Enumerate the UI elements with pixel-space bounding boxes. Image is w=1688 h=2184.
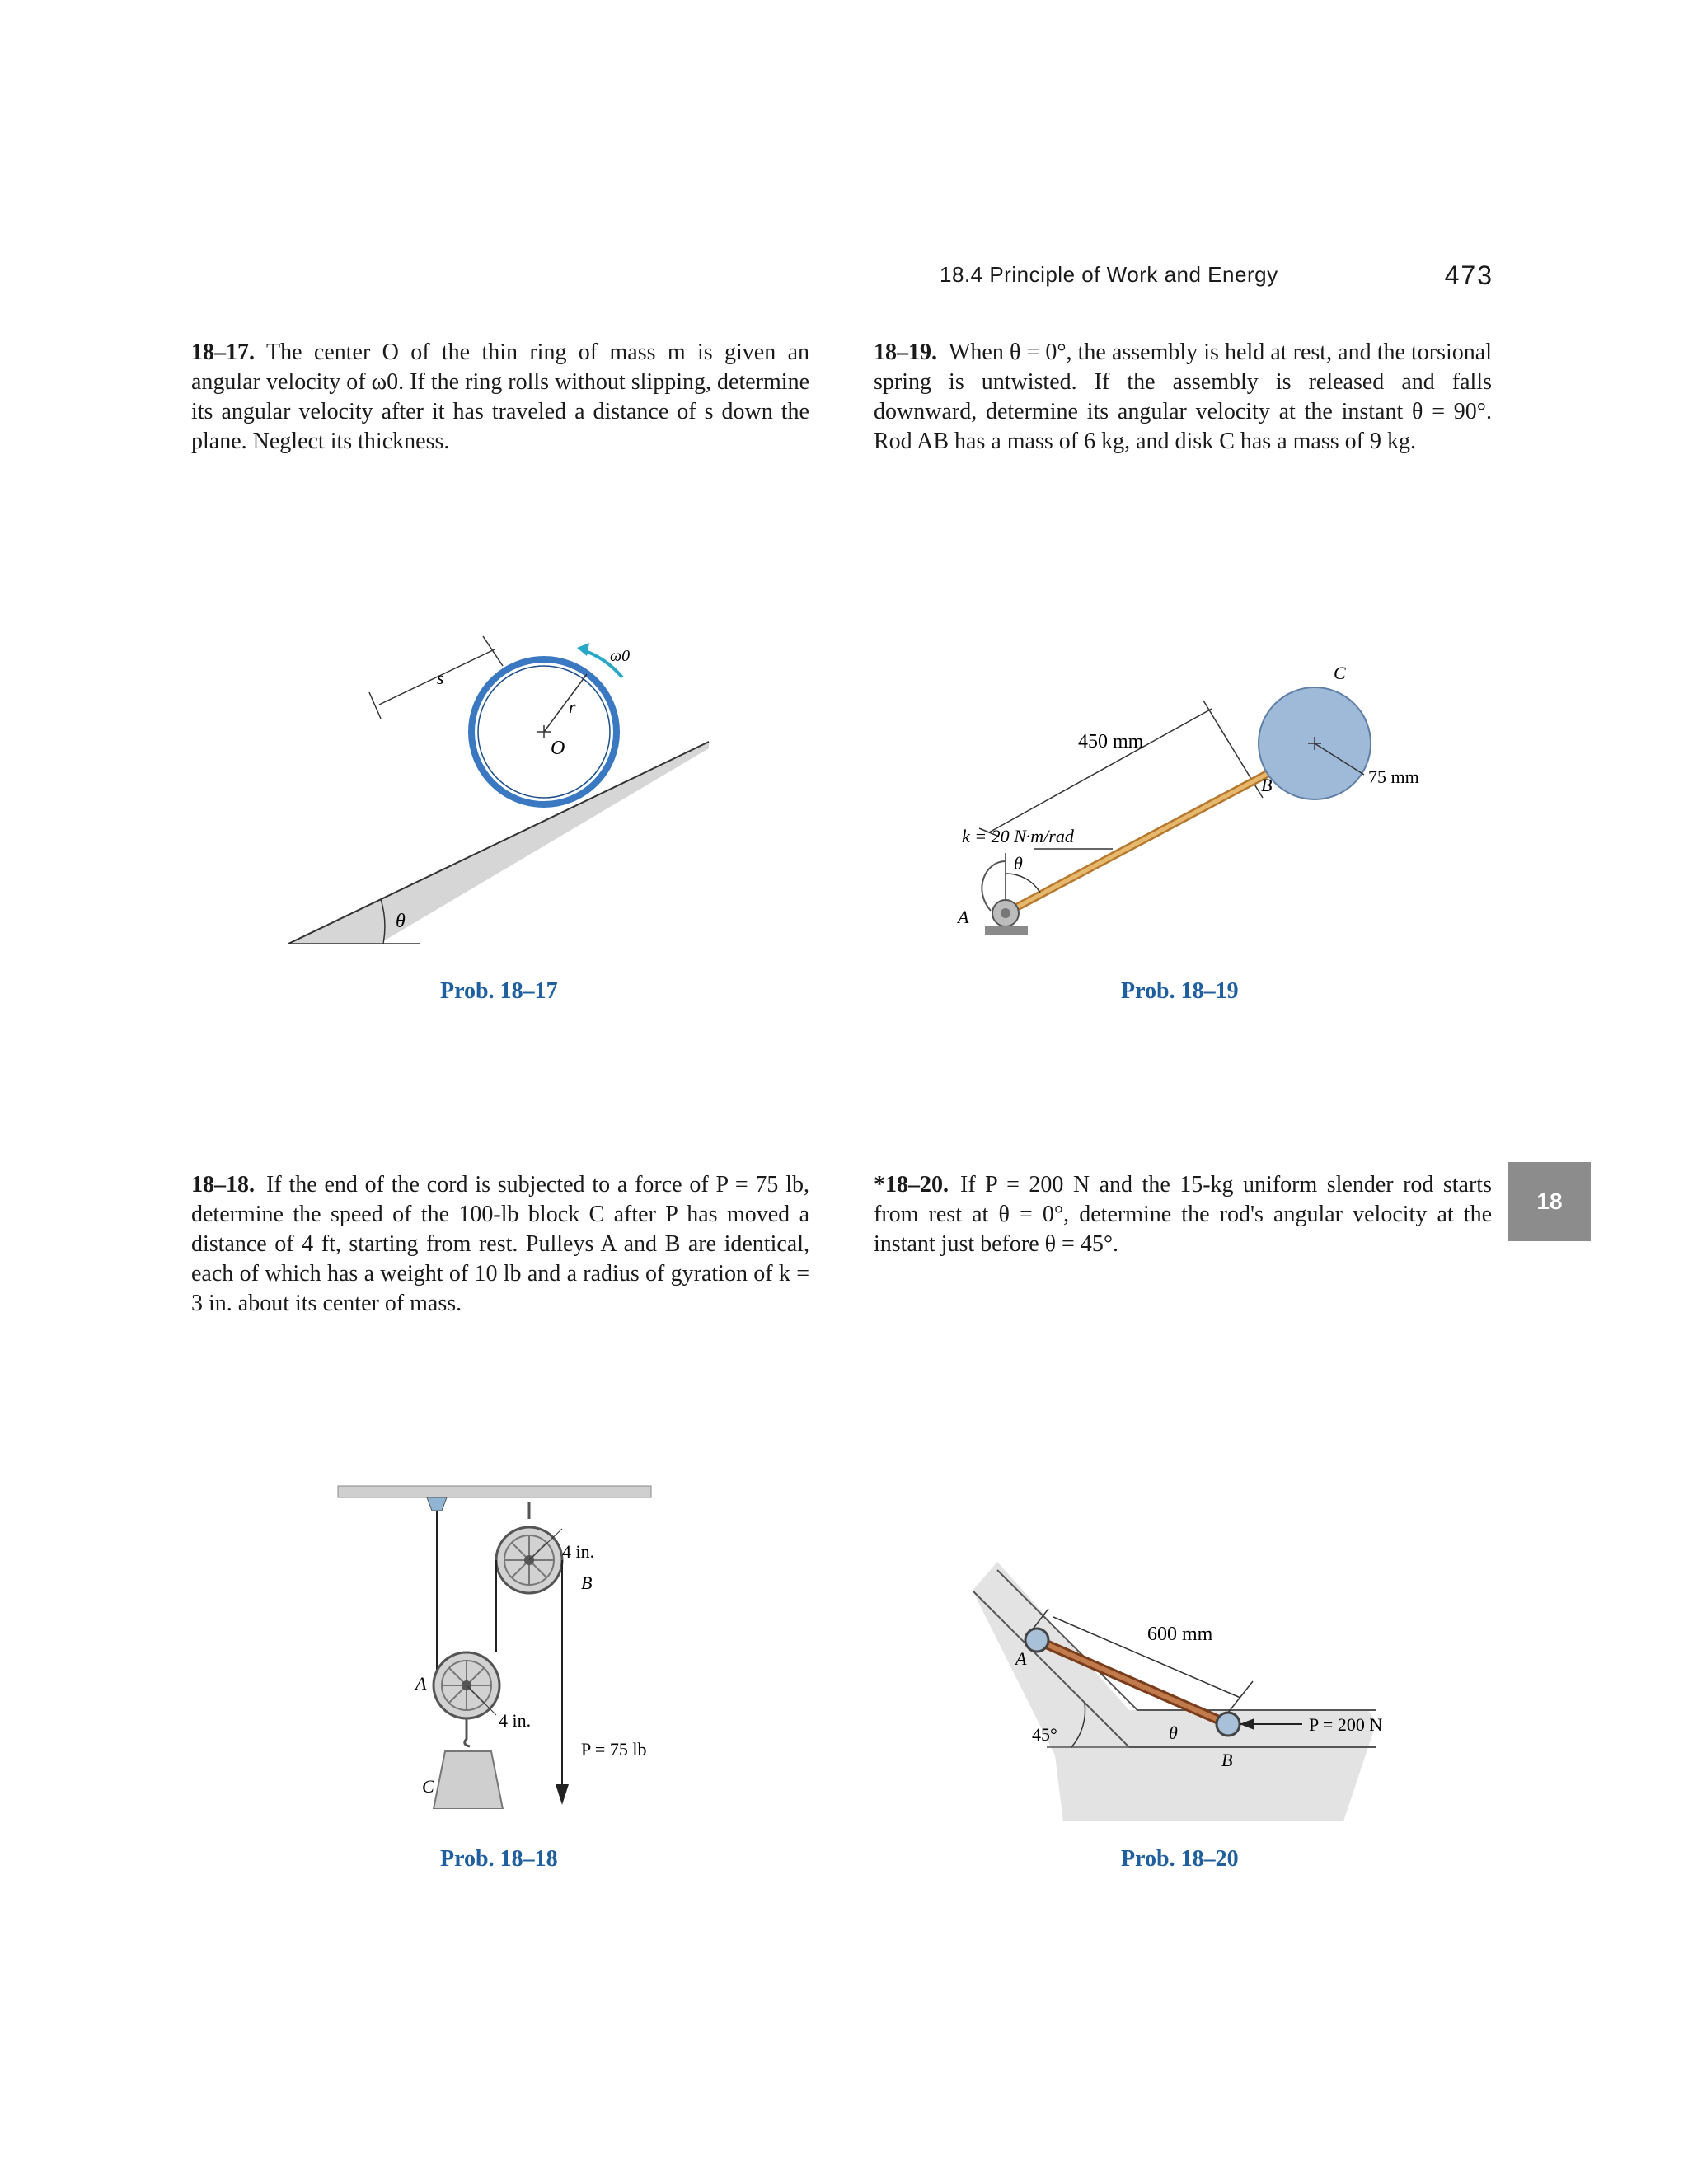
caption-18-18: Prob. 18–18	[440, 1846, 558, 1872]
problem-number: *18–20.	[874, 1172, 949, 1197]
support-base	[985, 926, 1028, 935]
radius-top-label: 4 in.	[562, 1541, 595, 1562]
omega-label: ω0	[610, 647, 631, 665]
incline-surface	[288, 742, 709, 944]
problem-18-17	[191, 338, 809, 457]
B-label: B	[1261, 775, 1273, 795]
force-arrowhead	[556, 1784, 569, 1805]
problem-18-19	[874, 338, 1492, 457]
problem-text: The center O of the thin ring of mass m is given an angular velocity of ω0. If the ring rolls without slipping, determine its angular velocity after it has traveled a distance of s down the plane. Neglect its thickness.	[191, 340, 809, 454]
problem-number: 18–18.	[191, 1172, 255, 1197]
ground-shadow	[973, 1562, 1376, 1821]
problem-18-18	[191, 1170, 809, 1319]
chapter-tab: 18	[1508, 1162, 1591, 1241]
A-label: A	[958, 907, 969, 927]
problem-text: If P = 200 N and the 15-kg uniform slender rod starts from rest at θ = 0°, determine the rod's angular velocity at the instant just before θ = 45°.	[874, 1172, 1492, 1257]
problem-number: 18–19.	[874, 340, 937, 365]
P-label: P = 75 lb	[581, 1739, 647, 1760]
C-label: C	[1334, 663, 1346, 683]
B-label: B	[581, 1572, 593, 1593]
ceiling	[338, 1486, 651, 1497]
O-label: O	[551, 738, 565, 759]
C-label: C	[422, 1776, 434, 1797]
length-dimension-line	[989, 709, 1212, 832]
angle-label: 45°	[1032, 1724, 1057, 1745]
length-label: 450 mm	[1078, 731, 1144, 752]
page-header	[940, 262, 1500, 295]
roller-a	[1025, 1629, 1048, 1652]
caption-18-17: Prob. 18–17	[440, 978, 558, 1004]
problem-text: When θ = 0°, the assembly is held at rest, and the torsional spring is untwisted. If the assembly is released and falls downward, determine its angular velocity at the instant θ = 90°. Rod AB has a mass of 6 kg, and disk C has a mass of 9 kg.	[874, 340, 1492, 454]
A-label: A	[1015, 1648, 1027, 1669]
problem-18-20	[874, 1170, 1492, 1259]
A-label: A	[415, 1673, 427, 1694]
theta-label: θ	[1169, 1722, 1178, 1743]
theta-label: θ	[1014, 853, 1023, 874]
figure-18-17	[280, 626, 725, 956]
section-title: 18.4 Principle of Work and Energy	[940, 262, 1278, 287]
k-label: k = 20 N·m/rad	[962, 826, 1074, 846]
block-c	[434, 1751, 503, 1809]
figure-18-18	[330, 1479, 676, 1809]
ceiling-bracket	[427, 1497, 447, 1511]
caption-18-20: Prob. 18–20	[1121, 1846, 1239, 1872]
r-label: r	[569, 696, 576, 717]
figure-18-20	[956, 1549, 1467, 1821]
roller-b	[1217, 1713, 1240, 1736]
caption-18-19: Prob. 18–19	[1121, 978, 1239, 1004]
radius-line	[544, 674, 587, 732]
problem-number: 18–17.	[191, 340, 255, 365]
problem-text: If the end of the cord is subjected to a force of P = 75 lb, determine the speed of the 100-lb block C after P has moved a distance of 4 ft, starting from rest. Pulleys A and B are identical, each of which has a weight of 10 lb and a radius of gyration of k = 3 in. about its center of mass.	[191, 1172, 809, 1316]
theta-arc	[1006, 874, 1040, 893]
page-number: 473	[1444, 260, 1493, 290]
figure-18-19	[940, 651, 1451, 964]
s-label: s	[437, 668, 444, 688]
radius-bottom-label: 4 in.	[499, 1710, 532, 1731]
hook-a	[465, 1718, 470, 1746]
B-label: B	[1221, 1750, 1233, 1770]
radius-label: 75 mm	[1368, 766, 1419, 787]
length-label: 600 mm	[1147, 1624, 1213, 1645]
P-label: P = 200 N	[1309, 1714, 1383, 1735]
omega-arrowhead	[577, 643, 589, 656]
theta-label: θ	[396, 911, 406, 932]
